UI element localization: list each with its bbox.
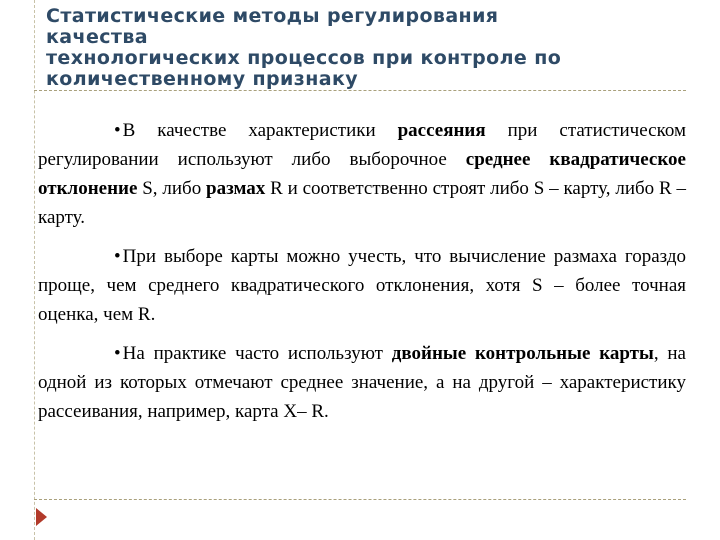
bullet-icon: •: [114, 343, 121, 364]
p1-text-2: при статистическом регулировании используют либо выборочное: [38, 120, 686, 170]
p2-text-1: При выборе карты можно учесть, что вычисление размаха гораздо проще, чем среднего квадратического отклонения, хотя S – более точная оценка, чем R.: [38, 246, 686, 325]
left-margin-line: [34, 0, 35, 540]
p1-text-1: В качестве характеристики: [122, 120, 398, 141]
p3-text-2: , на одной из которых отмечают среднее значение, а на другой – характеристику рассеивания, например, карта X– R.: [38, 343, 686, 422]
paragraph-2: [38, 242, 686, 329]
title-line-2: качества: [46, 26, 148, 48]
slide-body: [38, 116, 686, 436]
title-divider: [34, 90, 686, 91]
p1-term-std-deviation: среднее квадратическое отклонение: [38, 149, 686, 199]
p1-term-dispersion: рассеяния: [397, 120, 486, 141]
paragraph-3: [38, 339, 686, 426]
footer-divider: [34, 499, 686, 500]
p1-term-range: размах: [206, 178, 266, 199]
slide-title: [46, 6, 706, 90]
triangle-arrow-icon: [36, 508, 47, 526]
title-line-1: Статистические методы регулирования: [46, 5, 499, 27]
paragraph-1: [38, 116, 686, 232]
title-line-4: количественному признаку: [46, 68, 359, 90]
p3-term-double-charts: двойные контрольные карты: [391, 343, 654, 364]
p1-text-4: R и соответственно строят либо S – карту, либо R – карту.: [38, 178, 686, 228]
bullet-icon: •: [114, 120, 121, 141]
bullet-icon: •: [114, 246, 121, 267]
title-line-3: технологических процессов при контроле по: [46, 47, 562, 69]
p1-text-3: S, либо: [137, 178, 207, 199]
p3-text-1: На практике часто используют: [122, 343, 392, 364]
